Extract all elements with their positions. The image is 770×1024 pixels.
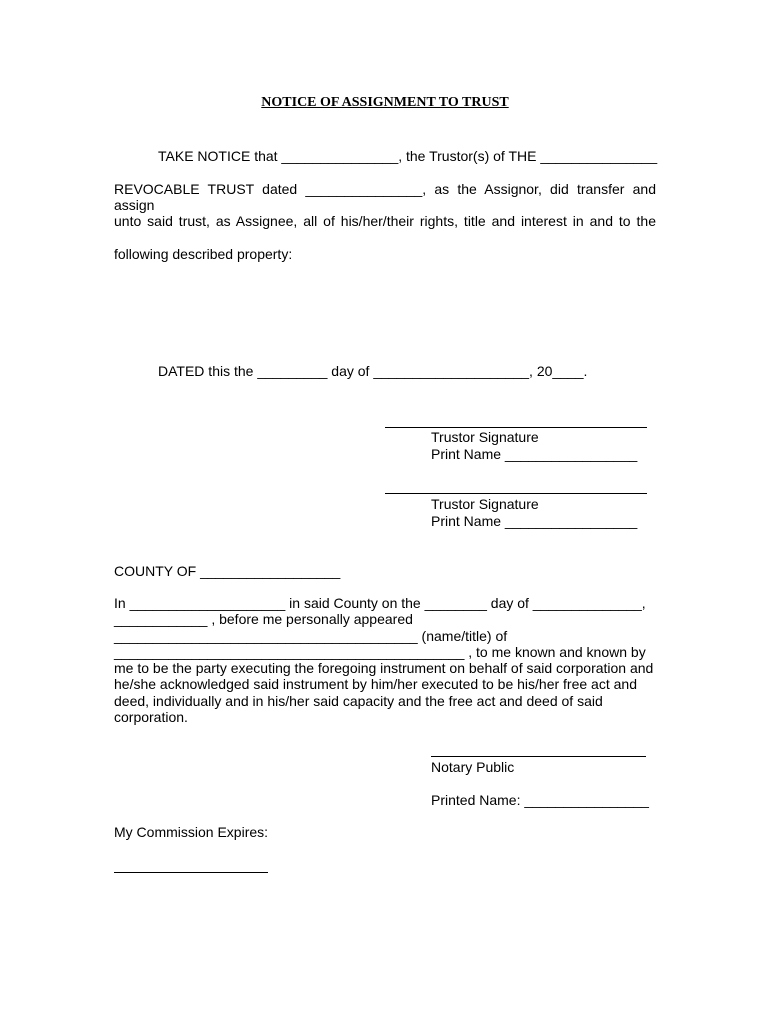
- ack-line-1: In ____________________ in said County on the ________ day of ______________,: [114, 595, 646, 611]
- trustor-signature-line-1: [385, 427, 647, 428]
- intro-line-2: REVOCABLE TRUST dated _______________, as the Assignor, did transfer and assign: [114, 181, 656, 213]
- trustor-print-name-1: Print Name _________________: [431, 446, 638, 462]
- notary-printed-name: Printed Name: ________________: [431, 792, 649, 808]
- intro-line-3: unto said trust, as Assignee, all of his/her/their rights, title and interest in and to the: [114, 213, 656, 229]
- trustor-signature-line-2: [385, 493, 647, 494]
- ack-paragraph: me to be the party executing the foregoing instrument on behalf of said corporation and he/she acknowledged said instrument by him/her executed to be his/her free act and deed, individually and in his/her said capacity and the free act and deed of said corporation.: [114, 660, 654, 726]
- page-title: NOTICE OF ASSIGNMENT TO TRUST: [261, 95, 509, 110]
- dated-line: DATED this the _________ day of ____________________, 20____.: [158, 363, 588, 379]
- commission-expires-label: My Commission Expires:: [114, 824, 269, 840]
- trustor-signature-label-1: Trustor Signature: [431, 429, 539, 445]
- notary-signature-line: [431, 756, 646, 757]
- ack-line-3: _______________________________________ (name/title) of: [114, 628, 508, 644]
- intro-line-4: following described property:: [114, 246, 293, 262]
- notary-public-label: Notary Public: [431, 759, 515, 775]
- trustor-signature-label-2: Trustor Signature: [431, 496, 539, 512]
- county-line: COUNTY OF __________________: [114, 563, 341, 579]
- ack-line-2: ____________ , before me personally appeared: [114, 611, 413, 627]
- ack-line-4: _____________________________________________ , to me known and known by: [114, 644, 646, 660]
- intro-line-1: TAKE NOTICE that _______________, the Trustor(s) of THE _______________: [158, 148, 658, 164]
- commission-expires-line: [114, 872, 268, 873]
- trustor-print-name-2: Print Name _________________: [431, 513, 638, 529]
